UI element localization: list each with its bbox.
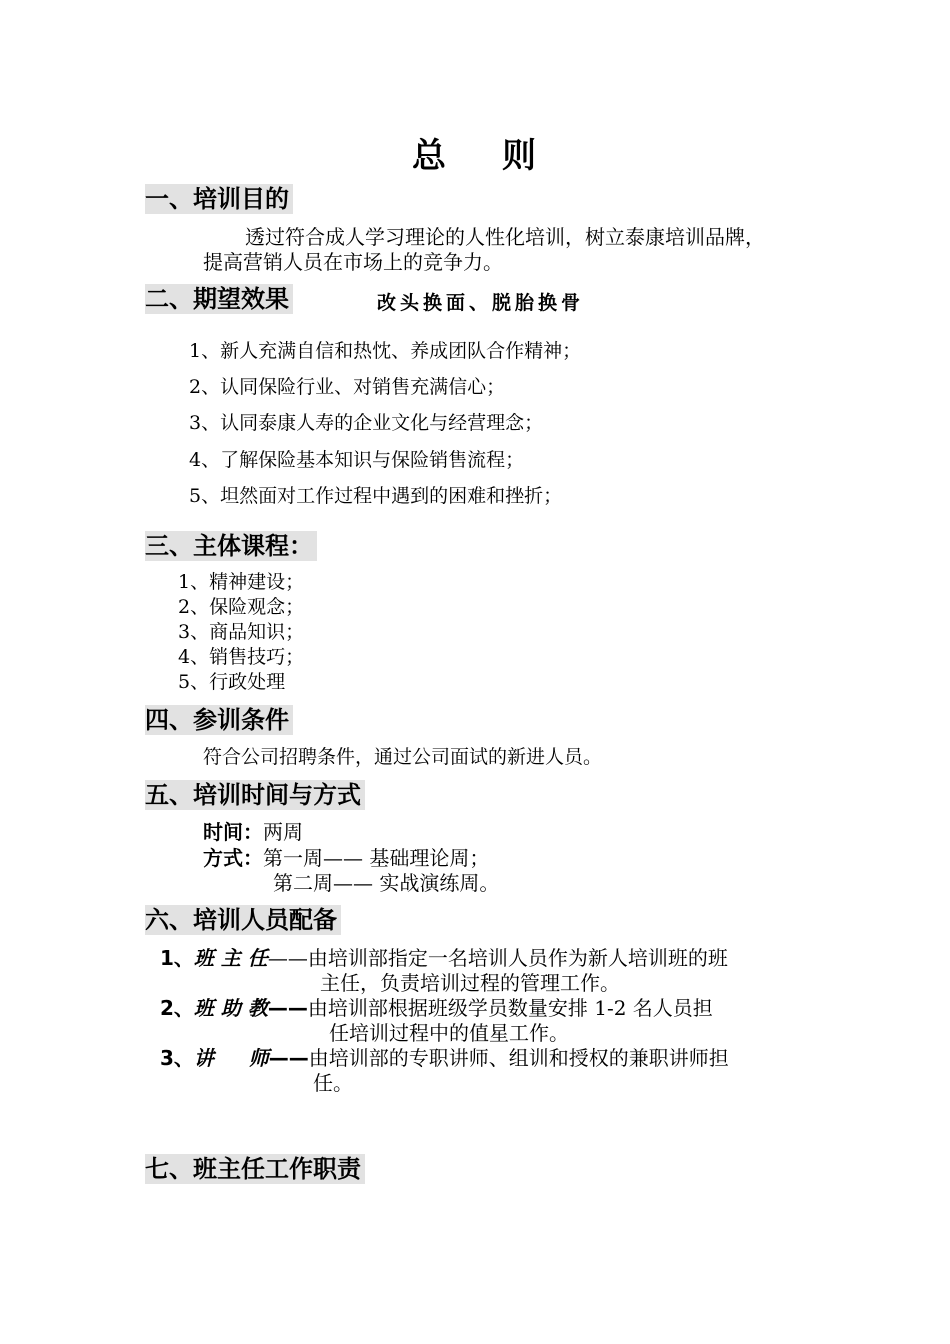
time-row (203, 819, 303, 845)
staff-item-3 (160, 1045, 729, 1071)
staff-desc-line-2: 任。 (313, 1071, 353, 1095)
title-char-2: 则 (502, 136, 538, 176)
section-5-heading: 五、培训时间与方式 (145, 780, 365, 810)
staff-role: 班 助 教 (193, 996, 268, 1020)
section-2-subtitle: 改头换面、脱胎换骨 (377, 292, 585, 314)
staff-desc-line-2: 主任，负责培训过程的管理工作。 (320, 971, 620, 995)
staff-dash: —— (267, 996, 308, 1020)
list-item: 5、行政处理 (178, 671, 286, 693)
staff-desc-line-1: 由培训部指定一名培训人员作为新人培训班的班 (307, 946, 728, 970)
staff-dash: —— (268, 1046, 309, 1070)
staff-num: 3、 (160, 1046, 194, 1070)
mode-row (203, 845, 489, 871)
list-item: 1、新人充满自信和热忱、养成团队合作精神； (189, 340, 582, 362)
list-item: 3、商品知识； (178, 621, 305, 643)
staff-desc-line-1: 由培训部的专职讲师、组训和授权的兼职讲师担 (308, 1046, 729, 1070)
section-4-heading: 四、参训条件 (145, 705, 293, 735)
section-7-heading: 七、班主任工作职责 (145, 1154, 365, 1184)
list-item: 2、认同保险行业、对销售充满信心； (189, 376, 506, 398)
staff-num: 2、 (160, 996, 194, 1020)
mode-line-1: 第一周—— 基础理论周； (263, 846, 490, 870)
list-item: 5、坦然面对工作过程中遇到的困难和挫折； (189, 485, 563, 507)
staff-role: 班 主 任 (193, 946, 268, 970)
section-6-heading: 六、培训人员配备 (145, 905, 341, 935)
section-4-text: 符合公司招聘条件，通过公司面试的新进人员。 (203, 746, 603, 768)
time-value: 两周 (263, 820, 303, 844)
staff-item-2 (160, 995, 713, 1021)
staff-role: 讲 师 (193, 1046, 269, 1070)
page-title (0, 128, 950, 177)
staff-desc-line-2: 任培训过程中的值星工作。 (329, 1021, 569, 1045)
section-1-heading: 一、培训目的 (145, 184, 293, 214)
list-item: 1、精神建设； (178, 571, 305, 593)
staff-desc-line-1: 由培训部根据班级学员数量安排 1-2 名人员担 (307, 996, 713, 1020)
list-item: 3、认同泰康人寿的企业文化与经营理念； (189, 412, 544, 434)
time-label: 时间： (203, 820, 263, 844)
section-3-heading: 三、主体课程： (145, 531, 317, 561)
staff-item-1 (160, 945, 728, 971)
mode-label: 方式： (203, 846, 263, 870)
section-1-line-1: 透过符合成人学习理论的人性化培训，树立泰康培训品牌， (245, 225, 765, 249)
title-char-1: 总 (412, 136, 448, 176)
staff-dash: —— (267, 946, 308, 970)
section-1-line-2: 提高营销人员在市场上的竞争力。 (203, 250, 503, 274)
staff-num: 1、 (160, 946, 194, 970)
list-item: 4、销售技巧； (178, 646, 305, 668)
list-item: 4、了解保险基本知识与保险销售流程； (189, 449, 525, 471)
mode-line-2: 第二周—— 实战演练周。 (273, 871, 500, 895)
list-item: 2、保险观念； (178, 596, 305, 618)
section-2-heading: 二、期望效果 (145, 284, 293, 314)
